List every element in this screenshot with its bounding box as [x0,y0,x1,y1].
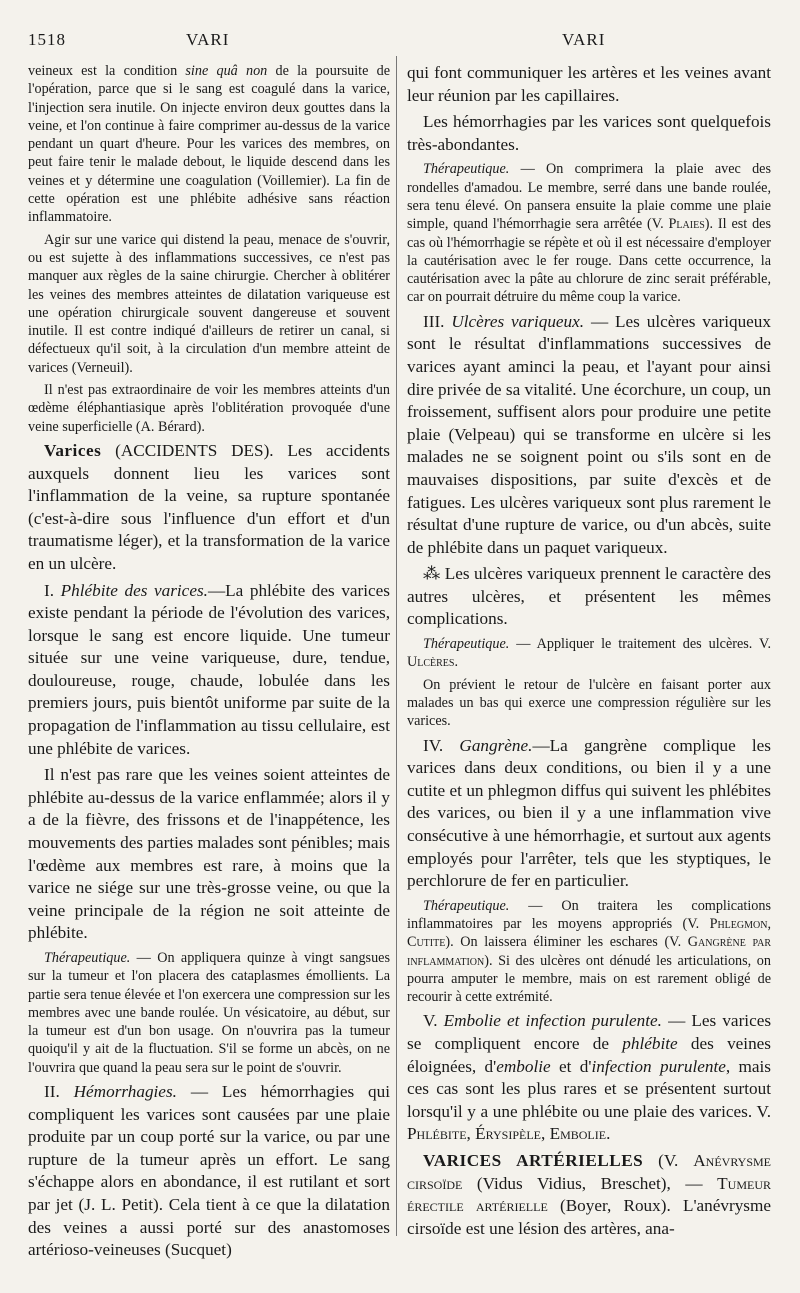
text-run: Gangrène par inflammation [407,934,771,969]
text-run: phlébite [622,1034,678,1054]
paragraph-r2 [407,111,771,156]
paragraph-l8 [28,1081,390,1262]
text-run: Ulcères [407,654,455,671]
text-run: ). On laissera éliminer les eschares (V. [445,934,688,951]
paragraph-l2 [28,231,390,377]
text-run: III. [423,311,452,331]
text-run: I. [44,580,61,600]
text-run: Thérapeutique. [423,897,510,914]
column-divider [396,56,397,1236]
text-run: — Les varices se compliquent encore de [407,1011,772,1054]
paragraph-l3 [28,381,390,436]
text-run: (Boyer, Roux). L'anévrysme cirsoïde est une lésion des artères, ana- [407,1196,771,1238]
paragraph-r7 [407,676,771,731]
text-run: VARICES ARTÉRIELLES [423,1151,644,1171]
text-run: . [454,654,459,671]
paragraph-r6 [407,635,771,672]
text-run: Phlébite, Érysipèle, Embolie [407,1124,607,1144]
paragraph-r4 [407,311,771,560]
paragraph-l1 [28,62,390,227]
paragraph-r1 [407,62,771,107]
text-run: Tumeur érectile artérielle [407,1173,771,1216]
paragraph-r8 [407,735,771,893]
running-title-right: VARI [562,30,606,49]
paragraph-l5 [28,580,390,761]
text-run: — On traitera les complications inflammatoires par les moyens appropriés (V. [407,897,771,932]
text-run: — On comprimera la plaie avec des rondelles d'amadou. Le membre, serré dans une bande roulée, sera tenu élevé. On pansera ensuite la plaie comme une plaie simple, quand l'hémorrhagie sera arrêtée (V. [407,161,771,233]
text-run: ). Il est des cas où l'hémorrhagie se répète et où il est nécessaire d'employer la cautérisation avec le fer rouge. Dans cette occurrence, la cautérisation avec la pâte au chlorure de zinc serait préférable, car on pourrait détruire du même coup la varice. [407,216,771,306]
text-run: II. [44,1082,74,1102]
text-run: Cutite [407,934,446,951]
text-run: — Les ulcères variqueux sont le résultat d'inflammations successives de varices ayant aminci la peau, et l'ayant pour ainsi dire privée de sa vitalité. Une écorchure, un coup, un froissement, suffisent alors pour produire une petite plaie (Velpeau) qui se transforme en ulcère si les malades ne se soignent point ou s'ils sont en de mauvaises dispositions, par suite d'excès et de fatigues. Les ulcères variqueux sont plus rarement le résultat d'une rupture de varice, ou d'un abcès, suite de phlébite dans un paquet variqueux. [407,311,771,557]
text-run: (V. [643,1151,694,1171]
text-run: Agir sur une varice qui distend la peau, menace de s'ouvrir, ou est sujette à des inflammations successives, ce n'est pas manquer aux règles de la saine chirurgie. Chercher à oblitérer les veines des membres atteintes de dilatation variqueuse est une opération chirurgicale souvent dangereuse et souvent inutile. Il est contre indiqué d'ailleurs de retirer un canal, si défectueux qu'il soit, à la circulation d'un membre atteint de varices (Verneuil). [28,231,390,376]
left-column [28,62,390,1266]
text-run: Les hémorrhagies par les varices sont quelquefois très-abondantes. [407,112,771,154]
text-run: V. [423,1011,444,1031]
text-run: —La phlébite des varices existe pendant la période de l'évolution des varices, lorsque le sang est encore liquide. Une tumeur située sur une veine variqueuse, dure, tendue, douloureuse, rouge, chaude, lobulée dans les premiers jours, puis bientôt uniforme par suite de la propagation de l'inflammation au tissu cellulaire, est une phlébite de varices. [28,580,390,758]
text-run: sine quâ non [185,63,268,79]
text-run: — Les hémorrhagies qui compliquent les varices sont causées par une plaie produite par un coup porté sur la varice, ou par une rupture de la tumeur après un effort. Le sang s'échappe alors en abondance, il est rutilant et sort par jet (J. L. Petit). Cela tient à ce que la dilatation des veines a aussi porté sur des anastomoses artérioso-veineuses (Sucquet) [28,1082,390,1260]
text-run: Thérapeutique. [423,636,510,653]
right-column [407,62,771,1244]
text-run: Il n'est pas rare que les veines soient atteintes de phlébite au-dessus de la varice enflammée; alors il y a de la fièvre, des frissons et de l'inappétence, les mouvements des parties malades sont pénibles; mais l'œdème aux membres est rare, à moins que la varice ne siége sur une très-grosse veine, ou que la veine principale de la région ne soit atteinte de phlébite. [28,765,390,943]
text-run: qui font communiquer les artères et les veines avant leur réunion par les capillaires. [407,63,771,105]
text-run: Ulcères variqueux. [451,311,585,331]
text-run: . [606,1124,611,1144]
text-run: , [767,916,771,932]
paragraph-l7 [28,949,390,1077]
text-run: infection purulente [591,1056,726,1076]
text-run: veineux est la condition [28,63,186,79]
paragraph-l6 [28,764,390,945]
text-run: Thérapeutique. [44,950,131,966]
paragraph-r10 [407,1010,771,1146]
text-run: On prévient le retour de l'ulcère en faisant porter aux malades un bas qui exerce une compression régulière sur les varices. [407,676,771,730]
text-run: des veines éloignées, d' [407,1034,771,1076]
text-run: embolie [496,1056,551,1076]
text-run: Il n'est pas extraordinaire de voir les membres atteints d'un œdème éléphantiasique après l'oblitération provoquée d'une veine superficielle (A. Bérard). [28,382,390,435]
text-run: Thérapeutique. [423,161,510,178]
paragraph-r5 [407,563,771,631]
text-run: Anévrysme cirsoïde [407,1151,772,1193]
text-run: de la poursuite de l'opération, parce que si le sang est coagulé dans la varice, l'injection sera inutile. On injecte environ deux gouttes dans la veine, et l'on continue à faire comprimer au-dessus de la varice pendant un quart d'heure. Pour les varices des membres, on peut faire tenir le malade debout, le liquide descend dans les veines et y détermine une coagulation (Voillemier). La fin de cette opération est une phlébite adhésive sans réaction inflammatoire. [28,63,390,226]
running-title-left: VARI [186,30,230,49]
text-run: (Vidus Vidius, Breschet), — [462,1173,718,1193]
text-run: ⁂ Les ulcères variqueux prennent le caractère des autres ulcères, et présentent les mêmes complications. [407,564,771,629]
text-run: ). Si des ulcères ont dénudé les articulations, on pourra amputer le membre, mais on est rarement obligé de recourir à cette extrémité. [407,952,771,1006]
text-run: Plaies [668,216,705,233]
text-run: et d' [550,1056,592,1076]
text-run: Phlébite des varices. [60,580,208,600]
page-number: 1518 [28,30,66,49]
text-run: Embolie et infection purulente. [443,1011,662,1031]
text-run: —La gangrène complique les varices dans deux conditions, ou bien il y a une cutite et un phlegmon diffus qui suivent les phlébites des varices, ou bien il y a une inflammation vive consécutive à une hémorrhagie, et surtout aux agents employés pour l'arrêter, tels que les styptiques, le perchlorure de fer en particulier. [407,735,771,891]
paragraph-l4 [28,440,390,576]
text-run: Hémorrhagies. [73,1082,177,1102]
text-run: Phlegmon [709,916,768,932]
text-run: Gangrène. [459,735,533,755]
paragraph-r3 [407,160,771,306]
text-run: — Appliquer le traitement des ulcères. V. [509,636,771,653]
text-run: (ACCIDENTS DES). Les accidents auxquels donnent lieu les varices sont l'inflammation de la veine, sa rupture spontanée (c'est-à-dire sous l'influence d'un effort et d'un traumatisme léger), et la transformation de la varice en un ulcère. [28,440,390,573]
paragraph-r9 [407,897,771,1007]
text-run: , mais ces cas sont les plus rares et se présentent surtout lorsqu'il y a une phlébite ou une plaie des varices. V. [407,1056,771,1121]
text-run: — On appliquera quinze à vingt sangsues sur la tumeur et l'on placera des cataplasmes émollients. La partie sera tenue élevée et l'on exercera une compression sur les membres avec une bande roulée. Un vésicatoire, au début, sur la tumeur est d'un bon usage. On n'ouvrira pas la tumeur quoiqu'il y ait de la fluctuation. S'il se forme un abcès, on ne l'ouvrira que quand la peau sera sur le point de s'ouvrir. [28,950,390,1076]
text-run: IV. [423,735,460,755]
paragraph-r11 [407,1150,771,1240]
text-run: Varices [44,440,102,460]
